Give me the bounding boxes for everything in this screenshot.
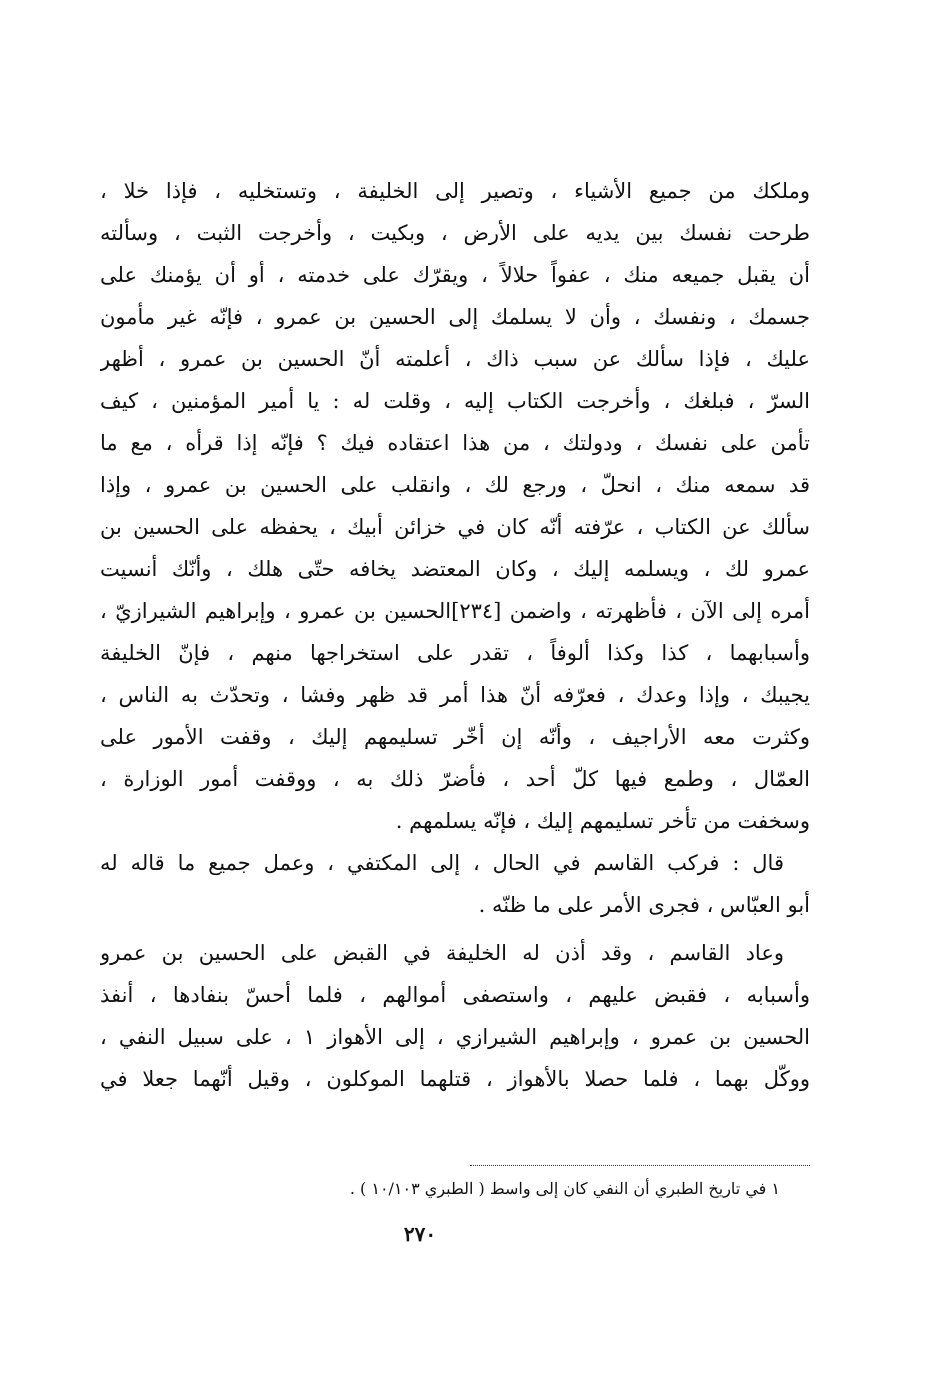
text-line: يجيبك ، وإذا وعدك ، فعرّفه أنّ هذا أمر قد ظهر وفشا ، وتحدّث به الناس ، xyxy=(100,683,810,707)
footnote: ١ في تاريخ الطبري أن النفي كان إلى واسط ( الطبري ١٠/١٠٣ ) . xyxy=(349,1179,780,1198)
text-line: السرّ ، فبلغك ، وأخرجت الكتاب إليه ، وقلت له : يا أمير المؤمنين ، كيف xyxy=(100,389,810,413)
text-line: عمرو لك ، ويسلمه إليك ، وكان المعتضد يخافه حتّى هلك ، وأنّك أنسيت xyxy=(100,557,810,581)
text-line: جسمك ، ونفسك ، وأن لا يسلمك إلى الحسين بن عمرو ، فإنّه غير مأمون xyxy=(100,305,810,329)
text-line: وملكك من جميع الأشياء ، وتصير إلى الخليفة ، وتستخليه ، فإذا خلا ، xyxy=(100,179,810,203)
page-number: ٢٧٠ xyxy=(403,1222,437,1246)
text-line: وأسبابهما ، كذا وكذا ألوفاً ، تقدر على استخراجها منهم ، فإنّ الخليفة xyxy=(100,641,810,665)
text-line: وعاد القاسم ، وقد أذن له الخليفة في القبض على الحسين بن عمرو xyxy=(100,941,784,965)
text-line: تأمن على نفسك ، ودولتك ، من هذا اعتقاده فيك ؟ فإنّه إذا قرأه ، مع ما xyxy=(100,431,810,455)
text-line: عليك ، فإذا سألك عن سبب ذاك ، أعلمته أنّ الحسين بن عمرو ، أظهر xyxy=(100,347,810,371)
text-line: سألك عن الكتاب ، عرّفته أنّه كان في خزائن أبيك ، يحفظه على الحسين بن xyxy=(100,515,810,539)
text-line: وكثرت معه الأراجيف ، وأنّه إن أخّر تسليمهم إليك ، وقفت الأمور على xyxy=(100,725,810,749)
text-line: ووكّل بهما ، فلما حصلا بالأهواز ، قتلهما الموكلون ، وقيل أنّهما جعلا في xyxy=(100,1067,810,1091)
text-line: أن يقبل جميعه منك ، عفواً حلالاً ، ويقرّك على خدمته ، أو أن يؤمنك على xyxy=(100,263,810,287)
text-line: أمره إلى الآن ، فأظهرته ، واضمن [٢٣٤]الحسين بن عمرو ، وإبراهيم الشيرازيّ ، xyxy=(100,599,810,623)
text-line: وسخفت من تأخر تسليمهم إليك ، فإنّه يسلمهم . xyxy=(395,809,810,833)
text-line: وأسبابه ، فقبض عليهم ، واستصفى أموالهم ، فلما أحسّ بنفادها ، أنفذ xyxy=(100,983,810,1007)
text-line: طرحت نفسك بين يديه على الأرض ، وبكيت ، وأخرجت الثبت ، وسألته xyxy=(100,221,810,245)
text-line: الحسين بن عمرو ، وإبراهيم الشيرازي ، إلى الأهواز ١ ، على سبيل النفي ، xyxy=(100,1025,810,1049)
text-line: العمّال ، وطمع فيها كلّ أحد ، فأضرّ ذلك به ، ووقفت أمور الوزارة ، xyxy=(100,767,810,791)
text-line: قد سمعه منك ، انحلّ ، ورجع لك ، وانقلب على الحسين بن عمرو ، وإذا xyxy=(100,473,810,497)
text-line: قال : فركب القاسم في الحال ، إلى المكتفي ، وعمل جميع ما قاله له xyxy=(100,851,784,875)
footnote-divider xyxy=(470,1165,810,1166)
main-text xyxy=(100,170,810,1100)
text-line: أبو العبّاس ، فجرى الأمر على ما ظنّه . xyxy=(478,893,810,917)
